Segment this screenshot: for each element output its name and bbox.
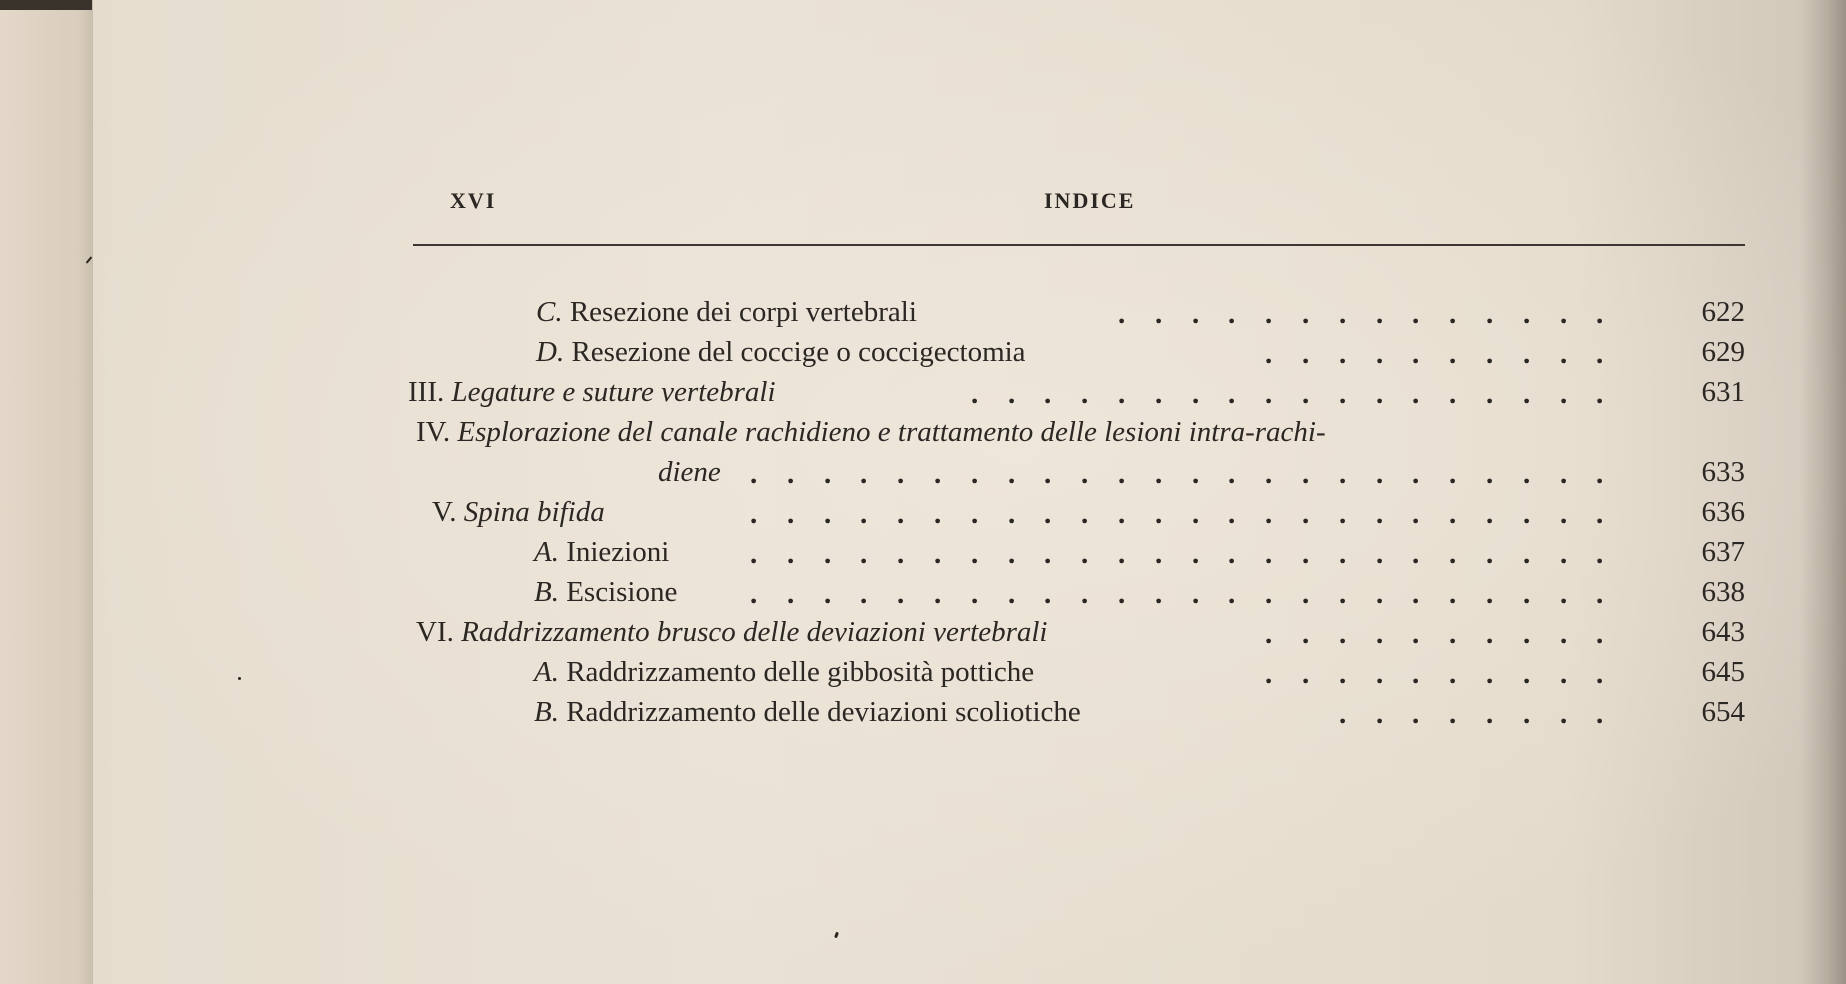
leader-dot: . bbox=[1523, 378, 1531, 410]
leader-dot: . bbox=[1596, 378, 1604, 410]
leader-dot: . bbox=[1560, 338, 1568, 370]
leader-dot: . bbox=[787, 538, 795, 570]
leader-dot: . bbox=[1486, 458, 1494, 490]
leader-dot: . bbox=[1596, 338, 1604, 370]
toc-entry bbox=[534, 572, 677, 612]
leader-dot: . bbox=[1449, 538, 1457, 570]
leader-dot: . bbox=[1376, 338, 1384, 370]
entry-title: Legature e suture vertebrali bbox=[451, 376, 776, 408]
leader-dot: . bbox=[1449, 618, 1457, 650]
leader-dot: . bbox=[1412, 658, 1420, 690]
leader-dot: . bbox=[1118, 578, 1126, 610]
toc-entry-continuation bbox=[658, 452, 721, 492]
leader-dot: . bbox=[1265, 618, 1273, 650]
leader-dot: . bbox=[1560, 538, 1568, 570]
entry-marker: V. bbox=[432, 496, 457, 528]
leader-dot: . bbox=[1081, 458, 1089, 490]
leader-dot: . bbox=[1596, 658, 1604, 690]
leader-dot: . bbox=[1118, 378, 1126, 410]
leader-dot: . bbox=[1596, 298, 1604, 330]
leader-dot: . bbox=[971, 538, 979, 570]
leader-dot: . bbox=[1486, 378, 1494, 410]
leader-dot: . bbox=[1265, 298, 1273, 330]
entry-page-number: 637 bbox=[1701, 536, 1745, 568]
leader-dot: . bbox=[1192, 498, 1200, 530]
leader-dot: . bbox=[1523, 578, 1531, 610]
leader-dot: . bbox=[1486, 658, 1494, 690]
leader-dot: . bbox=[897, 538, 905, 570]
leader-dot: . bbox=[1228, 378, 1236, 410]
leader-dot: . bbox=[1228, 538, 1236, 570]
leader-dot: . bbox=[934, 578, 942, 610]
page-folio: XVI bbox=[450, 188, 497, 213]
leader-dot: . bbox=[1044, 458, 1052, 490]
leader-dot: . bbox=[1560, 378, 1568, 410]
leader-dot: . bbox=[1412, 338, 1420, 370]
leader-dot: . bbox=[1008, 538, 1016, 570]
leader-dot: . bbox=[1044, 498, 1052, 530]
leader-dot: . bbox=[1302, 538, 1310, 570]
entry-title: Resezione dei corpi vertebrali bbox=[569, 296, 917, 328]
leader-dot: . bbox=[1596, 578, 1604, 610]
leader-dot: . bbox=[1339, 378, 1347, 410]
leader-dot: . bbox=[1523, 338, 1531, 370]
leader-dot: . bbox=[1155, 458, 1163, 490]
leader-dot: . bbox=[1486, 498, 1494, 530]
leader-dot: . bbox=[1560, 698, 1568, 730]
leader-dot: . bbox=[1412, 698, 1420, 730]
leader-dot: . bbox=[1412, 458, 1420, 490]
toc-entry bbox=[432, 492, 605, 532]
leader-dot: . bbox=[1523, 698, 1531, 730]
leader-dot: . bbox=[1339, 618, 1347, 650]
leader-dot: . bbox=[897, 498, 905, 530]
leader-dot: . bbox=[1339, 698, 1347, 730]
leader-dot: . bbox=[1302, 298, 1310, 330]
leader-dot: . bbox=[1302, 658, 1310, 690]
entry-marker: C. bbox=[536, 296, 563, 328]
leader-dot: . bbox=[1265, 338, 1273, 370]
leader-dot: . bbox=[1008, 498, 1016, 530]
leader-dot: . bbox=[860, 538, 868, 570]
leader-dot: . bbox=[1523, 298, 1531, 330]
leader-dot: . bbox=[787, 498, 795, 530]
leader-dot: . bbox=[1339, 658, 1347, 690]
leader-dot: . bbox=[1044, 538, 1052, 570]
leader-dot: . bbox=[1376, 618, 1384, 650]
leader-dot: . bbox=[860, 578, 868, 610]
leader-dot: . bbox=[1449, 298, 1457, 330]
entry-marker: IV. bbox=[416, 416, 451, 448]
leader-dot: . bbox=[1008, 378, 1016, 410]
toc-entry bbox=[416, 612, 1047, 652]
leader-dot: . bbox=[1376, 378, 1384, 410]
entry-title: Resezione del coccige o coccigectomia bbox=[571, 336, 1026, 368]
leader-dot: . bbox=[750, 578, 758, 610]
leader-dot: . bbox=[1192, 458, 1200, 490]
leader-dot: . bbox=[1265, 498, 1273, 530]
leader-dot: . bbox=[934, 458, 942, 490]
leader-dot: . bbox=[1376, 578, 1384, 610]
leader-dot: . bbox=[824, 578, 832, 610]
leader-dot: . bbox=[1449, 498, 1457, 530]
leader-dot: . bbox=[1228, 498, 1236, 530]
leader-dot: . bbox=[750, 538, 758, 570]
leader-dot: . bbox=[750, 498, 758, 530]
leader-dot: . bbox=[1596, 698, 1604, 730]
leader-dot: . bbox=[1523, 458, 1531, 490]
leader-dot: . bbox=[897, 578, 905, 610]
entry-marker: A. bbox=[534, 656, 559, 688]
leader-dot: . bbox=[1376, 658, 1384, 690]
leader-dot: . bbox=[1155, 498, 1163, 530]
leader-dot: . bbox=[1081, 538, 1089, 570]
leader-dot: . bbox=[1302, 578, 1310, 610]
leader-dot: . bbox=[1449, 578, 1457, 610]
leader-dot: . bbox=[1560, 458, 1568, 490]
leader-dot: . bbox=[1376, 458, 1384, 490]
leader-dot: . bbox=[824, 498, 832, 530]
leader-dot: . bbox=[1523, 658, 1531, 690]
leader-dot: . bbox=[1523, 538, 1531, 570]
leader-dot: . bbox=[1008, 578, 1016, 610]
leader-dot: . bbox=[1560, 498, 1568, 530]
leader-dot: . bbox=[1486, 298, 1494, 330]
leader-dot: . bbox=[1339, 578, 1347, 610]
leader-dot: . bbox=[1192, 378, 1200, 410]
leader-dot: . bbox=[1302, 338, 1310, 370]
leader-dot: . bbox=[1339, 538, 1347, 570]
entry-page-number: 629 bbox=[1701, 336, 1745, 368]
leader-dot: . bbox=[860, 498, 868, 530]
leader-dot: . bbox=[787, 458, 795, 490]
leader-dot: . bbox=[1044, 578, 1052, 610]
entry-title-continuation: diene bbox=[658, 456, 721, 488]
entry-title: Raddrizzamento delle deviazioni scoliotiche bbox=[566, 696, 1081, 728]
entry-title: Raddrizzamento brusco delle deviazioni vertebrali bbox=[461, 616, 1048, 648]
leader-dot: . bbox=[750, 458, 758, 490]
toc-entry bbox=[536, 332, 1026, 372]
leader-dot: . bbox=[824, 458, 832, 490]
leader-dot: . bbox=[1376, 298, 1384, 330]
leader-dot: . bbox=[1596, 618, 1604, 650]
leader-dot: . bbox=[1265, 578, 1273, 610]
leader-dot: . bbox=[1228, 578, 1236, 610]
leader-dot: . bbox=[1486, 578, 1494, 610]
entry-page-number: 622 bbox=[1701, 296, 1745, 328]
leader-dot: . bbox=[787, 578, 795, 610]
leader-dot: . bbox=[1449, 378, 1457, 410]
leader-dot: . bbox=[1302, 378, 1310, 410]
ink-speck bbox=[238, 677, 241, 680]
leader-dot: . bbox=[1118, 298, 1126, 330]
leader-dot: . bbox=[1302, 458, 1310, 490]
leader-dot: . bbox=[1376, 498, 1384, 530]
leader-dot: . bbox=[1118, 498, 1126, 530]
leader-dot: . bbox=[1449, 698, 1457, 730]
leader-dot: . bbox=[1044, 378, 1052, 410]
leader-dot: . bbox=[971, 378, 979, 410]
leader-dot: . bbox=[1449, 338, 1457, 370]
entry-marker: B. bbox=[534, 696, 559, 728]
leader-dot: . bbox=[1081, 578, 1089, 610]
leader-dot: . bbox=[1412, 298, 1420, 330]
leader-dot: . bbox=[1412, 378, 1420, 410]
leader-dot: . bbox=[1596, 538, 1604, 570]
leader-dot: . bbox=[1560, 658, 1568, 690]
leader-dot: . bbox=[1486, 618, 1494, 650]
entry-marker: D. bbox=[536, 336, 565, 368]
leader-dot: . bbox=[1560, 578, 1568, 610]
leader-dot: . bbox=[1155, 378, 1163, 410]
entry-title: Escisione bbox=[566, 576, 678, 608]
leader-dot: . bbox=[1302, 498, 1310, 530]
entry-page-number: 636 bbox=[1701, 496, 1745, 528]
toc-entry bbox=[408, 372, 776, 412]
leader-dot: . bbox=[1339, 498, 1347, 530]
leader-dot: . bbox=[1192, 298, 1200, 330]
leader-dot: . bbox=[1155, 538, 1163, 570]
leader-dot: . bbox=[1596, 498, 1604, 530]
leader-dot: . bbox=[1560, 298, 1568, 330]
leader-dot: . bbox=[824, 538, 832, 570]
leader-dot: . bbox=[1449, 458, 1457, 490]
entry-marker: III. bbox=[408, 376, 445, 408]
entry-page-number: 654 bbox=[1701, 696, 1745, 728]
entry-marker: VI. bbox=[416, 616, 454, 648]
entry-title: Iniezioni bbox=[566, 536, 670, 568]
leader-dot: . bbox=[860, 458, 868, 490]
entry-page-number: 633 bbox=[1701, 456, 1745, 488]
entry-page-number: 645 bbox=[1701, 656, 1745, 688]
leader-dot: . bbox=[1118, 458, 1126, 490]
entry-page-number: 638 bbox=[1701, 576, 1745, 608]
leader-dot: . bbox=[1486, 338, 1494, 370]
leader-dot: . bbox=[1155, 578, 1163, 610]
leader-dot: . bbox=[1486, 538, 1494, 570]
leader-dot: . bbox=[1118, 538, 1126, 570]
leader-dot: . bbox=[1523, 618, 1531, 650]
leader-dot: . bbox=[1486, 698, 1494, 730]
leader-dot: . bbox=[1192, 578, 1200, 610]
toc-entry bbox=[534, 652, 1034, 692]
leader-dot: . bbox=[1449, 658, 1457, 690]
leader-dot: . bbox=[934, 538, 942, 570]
leader-dot: . bbox=[971, 578, 979, 610]
entry-marker: A. bbox=[534, 536, 559, 568]
leader-dot: . bbox=[1523, 498, 1531, 530]
leader-dot: . bbox=[1376, 538, 1384, 570]
leader-dot: . bbox=[1376, 698, 1384, 730]
leader-dot: . bbox=[1412, 498, 1420, 530]
toc-entry bbox=[534, 692, 1081, 732]
leader-dot: . bbox=[1228, 458, 1236, 490]
toc-entry bbox=[536, 292, 917, 332]
leader-dot: . bbox=[971, 458, 979, 490]
leader-dot: . bbox=[1155, 298, 1163, 330]
entry-title: Spina bifida bbox=[463, 496, 605, 528]
toc-entry bbox=[416, 412, 1326, 452]
leader-dot: . bbox=[1412, 538, 1420, 570]
leader-dot: . bbox=[1596, 458, 1604, 490]
leader-dot: . bbox=[1339, 458, 1347, 490]
leader-dot: . bbox=[1228, 298, 1236, 330]
toc-entry bbox=[534, 532, 669, 572]
leader-dot: . bbox=[1560, 618, 1568, 650]
leader-dot: . bbox=[1339, 298, 1347, 330]
leader-dot: . bbox=[1265, 658, 1273, 690]
leader-dot: . bbox=[1081, 498, 1089, 530]
leader-dot: . bbox=[1265, 458, 1273, 490]
entry-title: Esplorazione del canale rachidieno e trattamento delle lesioni intra-rachi- bbox=[457, 416, 1326, 448]
leader-dot: . bbox=[1192, 538, 1200, 570]
entry-marker: B. bbox=[534, 576, 559, 608]
leader-dot: . bbox=[1412, 618, 1420, 650]
entry-title: Raddrizzamento delle gibbosità pottiche bbox=[566, 656, 1035, 688]
leader-dot: . bbox=[1081, 378, 1089, 410]
leader-dot: . bbox=[1412, 578, 1420, 610]
leader-dot: . bbox=[971, 498, 979, 530]
entry-page-number: 643 bbox=[1701, 616, 1745, 648]
leader-dot: . bbox=[1302, 618, 1310, 650]
page-title: INDICE bbox=[1044, 188, 1136, 213]
leader-dot: . bbox=[934, 498, 942, 530]
leader-dot: . bbox=[1265, 538, 1273, 570]
leader-dot: . bbox=[1339, 338, 1347, 370]
leader-dot: . bbox=[1008, 458, 1016, 490]
leader-dot: . bbox=[897, 458, 905, 490]
entry-page-number: 631 bbox=[1701, 376, 1745, 408]
leader-dot: . bbox=[1265, 378, 1273, 410]
